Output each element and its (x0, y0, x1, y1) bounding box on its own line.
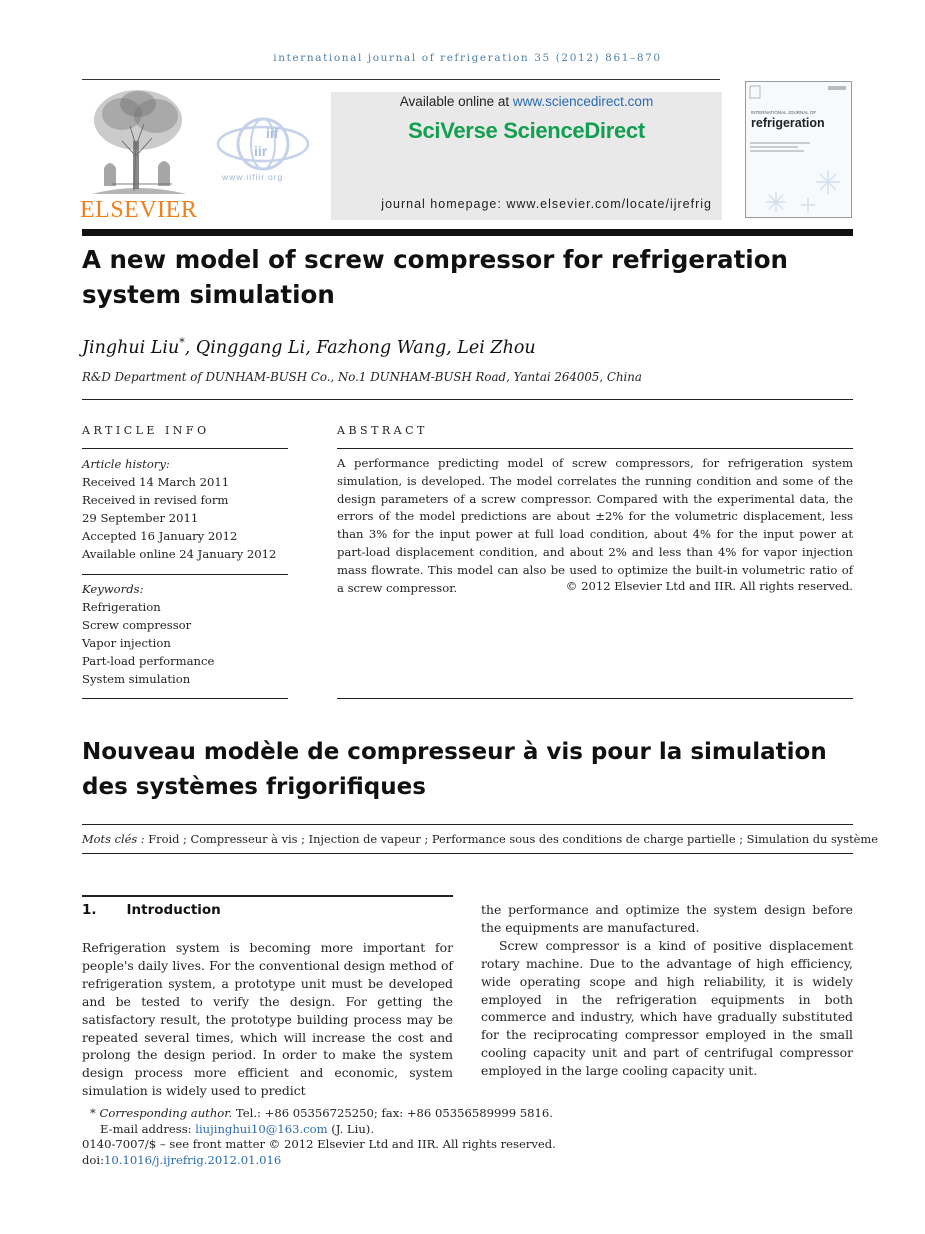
keyword-item: Screw compressor (82, 618, 192, 632)
email-link[interactable]: liujinghui10@163.com (195, 1121, 328, 1136)
affiliation: R&D Department of DUNHAM-BUSH Co., No.1 DUNHAM-BUSH Road, Yantai 264005, China (82, 370, 642, 384)
history-item: Received in revised form (82, 493, 229, 507)
email-suffix: (J. Liu). (327, 1121, 375, 1136)
abstract-copyright: © 2012 Elsevier Ltd and IIR. All rights reserved. (565, 579, 853, 593)
keyword-item: Vapor injection (82, 636, 171, 650)
corresponding-footnote (82, 1106, 556, 1122)
intro-rule (82, 895, 453, 897)
history-item: 29 September 2011 (82, 511, 199, 525)
keywords (82, 580, 214, 688)
cover-title: refrigeration (751, 116, 825, 130)
available-online (331, 94, 722, 109)
mots-label: Mots clés : (82, 832, 145, 846)
history-label: Article history: (82, 457, 170, 471)
running-header: international journal of refrigeration 35 (2012) 861–870 (273, 52, 662, 64)
abstract-text: A performance predicting model of screw compressors, for refrigeration system simulation, is developed. The model correlates the running condition and some of the design parameters of a screw compressor. Compared with the experimental data, the errors of the model predictions are about ±2% for the volumetric displacement, less than 3% for the input power at full load condition, about 4% for the input power at part-load displacement condition, and about 2% and less than 4% for vapor injection mass flowrate. This model can also be used to optimize the built-in volumetric ratio of a screw compressor. (337, 456, 853, 595)
cover-artwork (746, 82, 851, 217)
abstract-bottom-rule (337, 698, 853, 699)
history-item: Accepted 16 January 2012 (82, 529, 238, 543)
french-title: Nouveau modèle de compresseur à vis pour la simulation des systèmes frigorifiques (82, 739, 827, 800)
corresponding-label: Corresponding author. (99, 1106, 233, 1120)
other-authors: , Qinggang Li, Fazhong Wang, Lei Zhou (184, 337, 536, 358)
footnotes (82, 1106, 556, 1168)
keyword-item: System simulation (82, 672, 191, 686)
article-info-heading: ARTICLE INFO (82, 424, 210, 437)
info-bottom-rule (82, 698, 288, 699)
mots-bottom-rule (82, 853, 853, 854)
mots-list: Froid ; Compresseur à vis ; Injection de vapeur ; Performance sous des conditions de charge partielle ; Simulation du système (144, 832, 878, 846)
sciverse-brand: SciVerse ScienceDirect (408, 118, 645, 143)
keyword-item: Part-load performance (82, 654, 215, 668)
available-prefix: Available online at (399, 94, 513, 109)
keyword-item: Refrigeration (82, 600, 161, 614)
article-info-rule (82, 448, 288, 449)
doi-label: doi: (82, 1152, 105, 1167)
intro-column-2 (481, 901, 853, 1080)
doi-link[interactable]: 10.1016/j.ijrefrig.2012.01.016 (104, 1152, 282, 1167)
abstract-rule (337, 448, 853, 449)
keywords-label: Keywords: (82, 582, 144, 596)
doi-line (82, 1153, 556, 1169)
section-number: 1. (82, 902, 97, 918)
intro-paragraph-1: Refrigeration system is becoming more important for people's daily lives. For the conventional design method of refrigeration system, a prototype unit must be developed and be tested to verify the design. For getting the satisfactory result, the prototype building process may be repeated several times, which will increase the cost and prolong the design period. In order to make the system design process more efficient and economic, system simulation is widely used to predict (82, 940, 453, 1099)
contact-details: Tel.: +86 05356725250; fax: +86 05356589999 5816. (232, 1106, 553, 1120)
keywords-rule (82, 574, 288, 575)
iif-text: iif (266, 125, 279, 141)
iifiir-url: www.iifiir.org (222, 172, 284, 182)
cover-tagline: INTERNATIONAL JOURNAL OF (751, 110, 817, 115)
sciencedirect-box (331, 92, 722, 220)
journal-homepage[interactable]: journal homepage: www.elsevier.com/locate/ijrefrig (381, 197, 712, 211)
author-list (82, 336, 536, 358)
elsevier-wordmark: ELSEVIER (80, 197, 198, 223)
sciencedirect-link[interactable]: www.sciencedirect.com (512, 94, 654, 109)
mots-top-rule (82, 824, 853, 825)
article-history (82, 455, 276, 563)
history-item: Received 14 March 2011 (82, 475, 230, 489)
article-title: A new model of screw compressor for refrigeration system simulation (82, 245, 788, 309)
journal-cover[interactable] (745, 81, 852, 218)
mots-cles (82, 832, 878, 846)
affiliation-rule (82, 399, 853, 400)
abstract-heading: ABSTRACT (337, 424, 428, 437)
header-rule (82, 79, 720, 80)
intro-heading (82, 902, 221, 918)
footnote-mark: * (90, 1106, 96, 1120)
iir-text: iir (254, 143, 268, 159)
intro-paragraph-2: Screw compressor is a kind of positive displacement rotary machine. Due to the advantage of high efficiency, wide operating scope and high reliability, it is widely employed in the refrigeration equipments in both commerce and industry, which have gradually substituted for the reciprocating compressor employed in the small cooling capacity unit and part of centrifugal compressor employed in the large cooling capacity unit. (481, 937, 853, 1079)
corresponding-mark[interactable]: * (179, 336, 185, 349)
issn-line: 0140-7007/$ – see front matter © 2012 Elsevier Ltd and IIR. All rights reserved. (82, 1137, 556, 1152)
email-line (82, 1122, 556, 1138)
first-author[interactable]: Jinghui Liu (82, 337, 180, 358)
email-label: E-mail address: (100, 1121, 196, 1136)
section-title: Introduction (126, 902, 221, 918)
masthead-rule (82, 229, 853, 236)
intro-paragraph-continued: the performance and optimize the system design before the equipments are manufactured. (481, 902, 853, 935)
elsevier-tree-logo (82, 86, 194, 196)
history-item: Available online 24 January 2012 (82, 547, 277, 561)
